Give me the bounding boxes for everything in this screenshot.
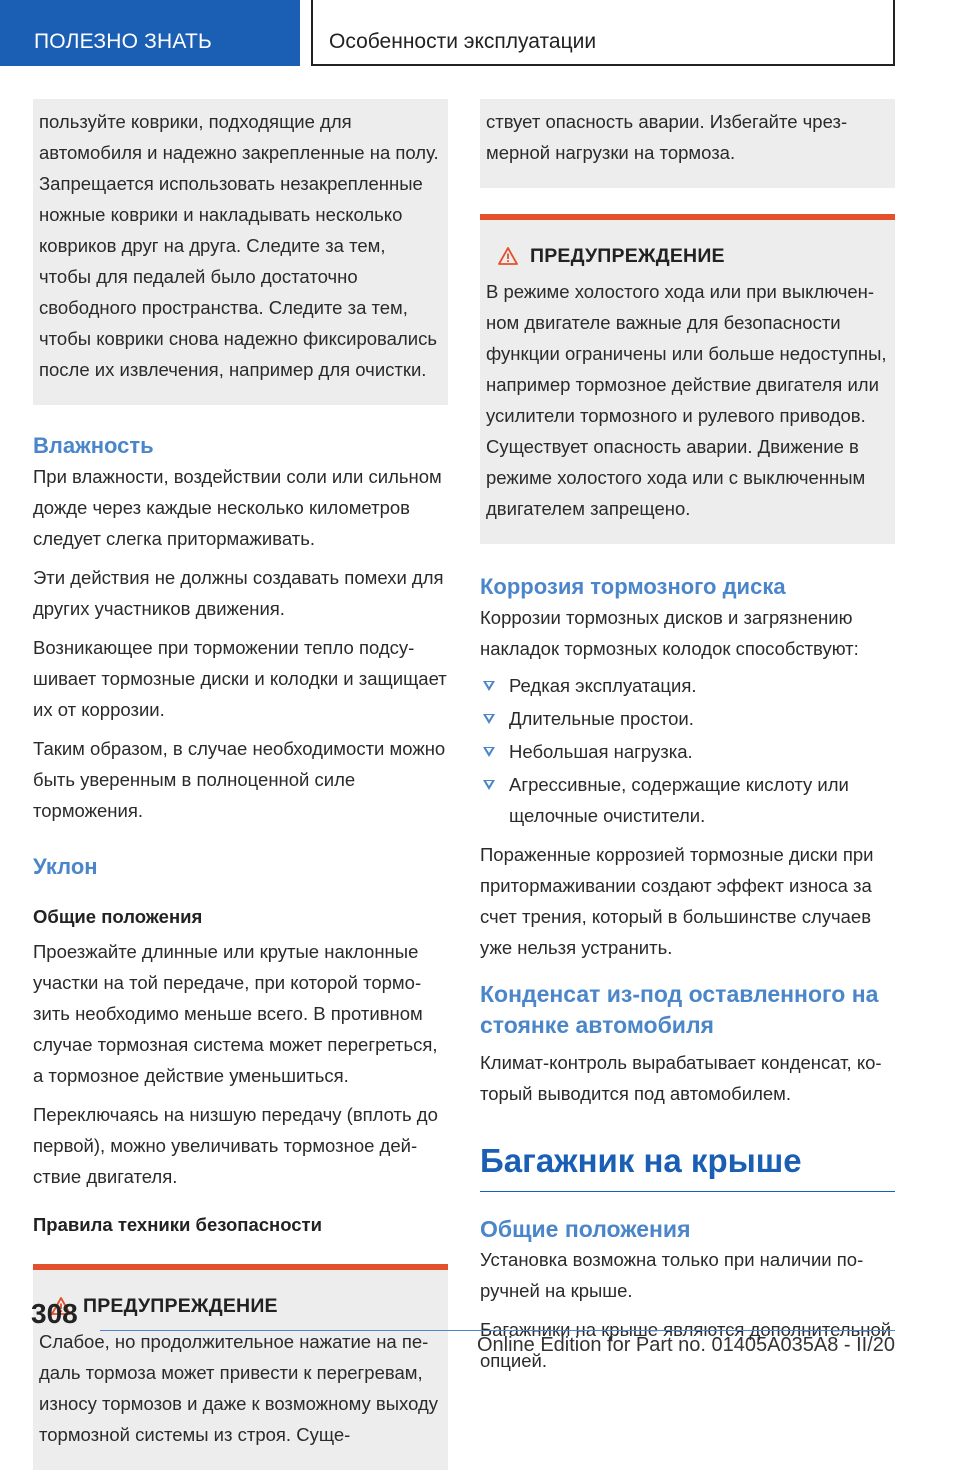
slope-heading: Уклон <box>33 854 98 879</box>
list-item: Длительные простои. <box>480 703 895 734</box>
intro-note-text: пользуйте коврики, подходящие для автомобиля и надежно закрепленные на полу. Запрещается использовать незакрепленные ножные коврики и накладывать несколько ковриков друг на друга. Следите за тем, чтобы для педалей было достаточно свободного пространства. Следите за тем, чтобы коврики снова надежно фиксировались после их извлечения, например для очистки. <box>39 111 439 380</box>
warning-triangle-icon <box>486 242 526 270</box>
corrosion-outro: Пораженные коррозией тормозные диски при притормаживании создают эффект износа за счет трения, который в большинстве случаев уже нельзя устранить. <box>480 844 874 958</box>
brake-overheat-warning <box>33 1264 448 1470</box>
humidity-paragraph-1: При влажности, воздействии соли или сильном дожде через каждые несколько километров следует слегка притормаживать. <box>33 466 442 549</box>
corrosion-causes-list <box>480 670 895 831</box>
corrosion-heading: Коррозия тормозного диска <box>480 574 786 599</box>
edition-note: Online Edition for Part no. 01405A035A8 - II/20 <box>476 1334 895 1356</box>
section-tab[interactable] <box>0 0 300 66</box>
slope-general-heading: Общие положения <box>33 906 203 927</box>
left-column <box>33 99 448 1470</box>
condensate-heading: Конденсат из-под оставленного на стоянке автомобиля <box>480 981 879 1038</box>
humidity-paragraph-2: Эти действия не должны создавать помехи для других участников движения. <box>33 567 444 619</box>
section-tab-label: ПОЛЕЗНО ЗНАТЬ <box>34 30 212 53</box>
warning-text: Слабое, но продолжительное нажатие на педаль тормоза может привести к перегревам, износу тормозов и даже к возможному выходу тормозной системы из строя. Суще- <box>39 1331 439 1445</box>
intro-note-box <box>33 99 448 405</box>
triangle-bullet-icon <box>483 747 495 757</box>
continued-warning-text: ствует опасность аварии. Избегайте чрезмерной нагрузки на тормоза. <box>486 111 848 163</box>
corrosion-intro: Коррозии тормозных дисков и загрязнению накладок тормозных колодок способствуют: <box>480 607 859 659</box>
list-item: Редкая эксплуатация. <box>480 670 895 701</box>
list-item: Агрессивные, содержащие кислоту или щелочные очистители. <box>480 769 895 831</box>
roof-rack-heading: Багажник на крыше <box>480 1139 895 1192</box>
humidity-paragraph-3: Возникающее при торможении тепло подсушивает тормозные диски и колодки и защищает их от коррозии. <box>33 637 447 720</box>
roof-paragraph-2: Багажники на крыше являются дополнительной опцией. <box>480 1319 892 1371</box>
safety-rules-heading: Правила техники безопасности <box>33 1214 322 1235</box>
triangle-bullet-icon <box>483 681 495 691</box>
condensate-text: Климат-контроль вырабатывает конденсат, который выводится под автомобилем. <box>480 1052 882 1104</box>
page-number: 308 <box>31 1298 78 1329</box>
humidity-paragraph-4: Таким образом, в случае необходимости можно быть уверенным в полноценной силе торможения. <box>33 738 446 821</box>
idle-mode-warning <box>480 214 895 544</box>
warning-title: ПРЕДУПРЕЖДЕНИЕ <box>83 1294 278 1317</box>
footer-divider <box>100 1330 895 1331</box>
warning-text: В режиме холостого хода или при выключенном двигателе важные для безопасности функции ограничены или больше недоступны, например тормозное действие двигателя или усилители тормозного и рулевого приводов. Существует опасность аварии. Движение в режиме холостого хода или с выключенным двигателем запрещено. <box>486 281 887 519</box>
triangle-bullet-icon <box>483 780 495 790</box>
slope-paragraph-1: Проезжайте длинные или крутые наклонные участки на той передаче, при которой тормозить необходимо меньше всего. В противном случае тормозная система может перегреться, а тормозное действие уменьшиться. <box>33 941 438 1086</box>
chapter-title: Особенности эксплуатации <box>329 30 597 53</box>
triangle-bullet-icon <box>483 714 495 724</box>
roof-paragraph-1: Установка возможна только при наличии поручней на крыше. <box>480 1249 864 1301</box>
humidity-heading: Влажность <box>33 433 154 458</box>
slope-paragraph-2: Переключаясь на низшую передачу (вплоть до первой), можно увеличивать тормозное действие двигателя. <box>33 1104 438 1187</box>
list-item: Небольшая нагрузка. <box>480 736 895 767</box>
right-column <box>480 99 895 1376</box>
chapter-header <box>311 0 895 66</box>
continued-warning-box <box>480 99 895 188</box>
roof-general-heading: Общие положения <box>480 1216 691 1242</box>
warning-title: ПРЕДУПРЕЖДЕНИЕ <box>530 244 725 267</box>
